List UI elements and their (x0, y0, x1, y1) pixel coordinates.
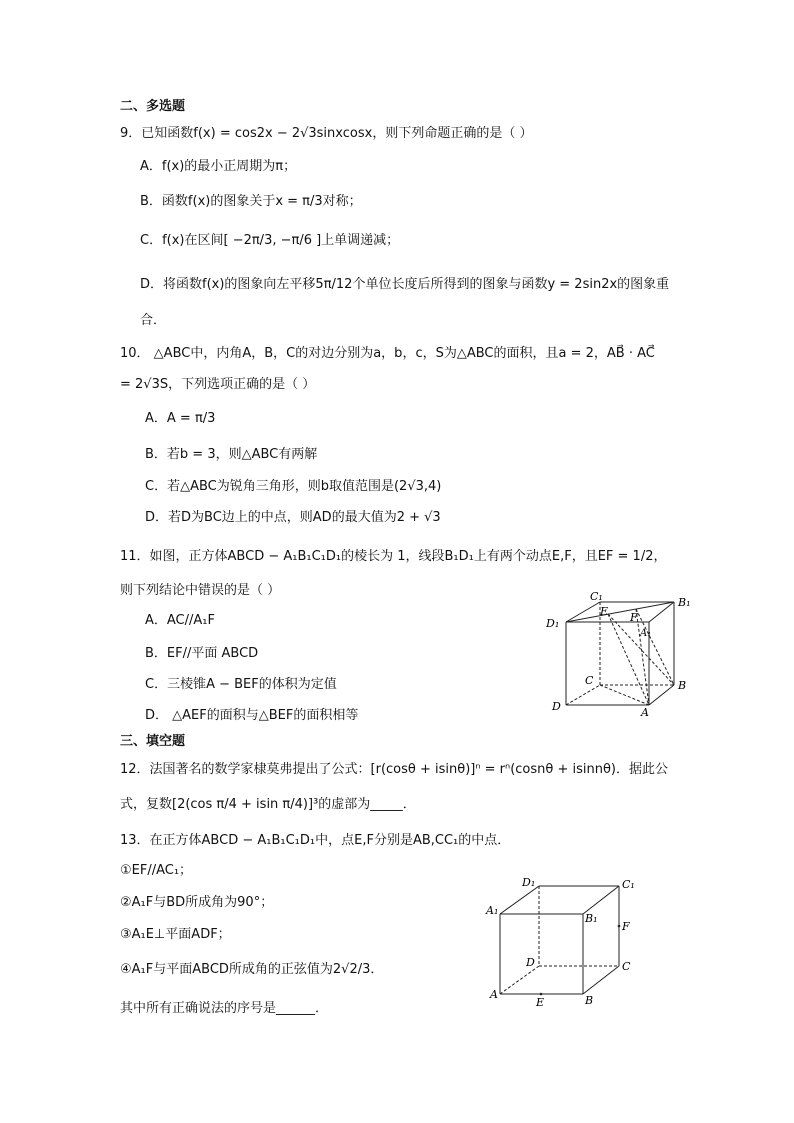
fig2-label-a: A (490, 988, 498, 1001)
fig2-label-c1: C₁ (622, 878, 635, 891)
fig2-label-c: C (622, 960, 631, 973)
fig1-label-a: A (641, 706, 649, 718)
fig1-label-c1: C₁ (590, 590, 603, 603)
fig1-label-f: F (630, 611, 638, 624)
q13-statement-4: ④A₁F与平面ABCD所成角的正弦值为2√2/3． (120, 962, 384, 977)
q11-stem-line1: 11．如图，正方体ABCD − A₁B₁C₁D₁的棱长为 1，线段B₁D₁上有两个动点E,F，且EF = 1/2， (120, 549, 667, 564)
cube-figure-q13 (484, 874, 644, 1009)
q13-statement-1: ①EF//AC₁； (120, 863, 193, 878)
q10-stem-line2: = 2√3S，下列选项正确的是（ ） (120, 377, 316, 392)
q11-option-c: C．三棱锥A − BEF的体积为定值 (145, 677, 337, 692)
q9-option-d-line1: D．将函数f(x)的图象向左平移5π/12个单位长度后所得到的图象与函数y = 2sin2x的图象重 (140, 277, 670, 292)
q12-line2: 式，复数[2(cos π/4 + isin π/4)]³的虚部为_____． (120, 797, 416, 812)
q11-option-d: D． △AEF的面积与△BEF的面积相等 (145, 708, 359, 723)
q13-statement-3: ③A₁E⊥平面ADF； (120, 927, 231, 942)
fig1-label-d: D (552, 700, 561, 713)
fig1-label-b1: B₁ (678, 596, 691, 609)
fig1-label-c: C (585, 674, 594, 687)
q11-stem-line2: 则下列结论中错误的是（ ） (120, 583, 281, 598)
fig2-label-a1: A₁ (486, 904, 499, 917)
q10-stem-line1: 10． △ABC中，内角A，B，C的对边分别为a，b，c，S为△ABC的面积，且a = 2，AB⃗ · AC⃗ (120, 346, 655, 361)
q13-stem: 13．在正方体ABCD − A₁B₁C₁D₁中，点E,F分别是AB,CC₁的中点． (120, 833, 511, 848)
fig1-label-d1: D₁ (546, 617, 560, 630)
q12-line1: 12．法国著名的数学家棣莫弗提出了公式：[r(cosθ + isinθ)]ⁿ = rⁿ(cosnθ + isinnθ)．据此公 (120, 762, 669, 777)
q10-option-a: A．A = π/3 (145, 411, 216, 426)
fig1-label-e: E (600, 605, 609, 618)
fig2-label-d: D (526, 956, 535, 969)
fig2-label-d1: D₁ (522, 876, 536, 889)
q9-option-d-line2: 合． (140, 313, 167, 328)
fig1-label-b: B (678, 679, 687, 692)
q13-question: 其中所有正确说法的序号是______． (120, 1001, 329, 1016)
fig2-label-b: B (585, 994, 594, 1007)
section-heading-fill-blank: 三、填空题 (120, 734, 186, 749)
q9-option-b: B．函数f(x)的图象关于x = π/3对称； (140, 194, 362, 209)
fig2-label-e: E (536, 996, 545, 1009)
fig2-label-f: F (622, 920, 630, 933)
cube-figure-q11 (540, 588, 700, 718)
fig1-label-a1: A₁ (640, 628, 652, 639)
q10-option-c: C．若△ABC为锐角三角形，则b取值范围是(2√3,4) (145, 479, 442, 494)
q9-stem: 9．已知函数f(x) = cos2x − 2√3sinxcosx，则下列命题正确的是（ ） (120, 126, 533, 141)
q10-option-d: D．若D为BC边上的中点，则AD的最大值为2 + √3 (145, 510, 441, 525)
q9-option-c: C．f(x)在区间[ −2π/3, −π/6 ]上单调递减； (140, 233, 400, 248)
fig2-label-b1: B₁ (585, 912, 598, 925)
q10-option-b: B．若b = 3，则△ABC有两解 (145, 447, 318, 462)
q11-option-b: B．EF//平面 ABCD (145, 646, 259, 661)
q13-statement-2: ②A₁F与BD所成角为90°； (120, 895, 274, 910)
section-heading-multi-choice: 二、多选题 (120, 99, 186, 114)
q9-option-a: A．f(x)的最小正周期为π； (140, 159, 297, 174)
q11-option-a: A．AC//A₁F (145, 613, 215, 628)
